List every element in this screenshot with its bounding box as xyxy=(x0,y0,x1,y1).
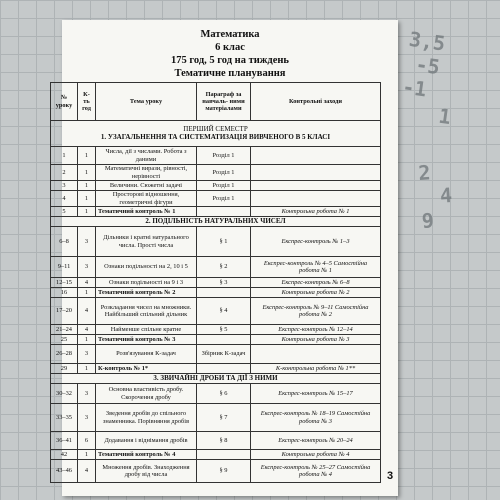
row-paragraph xyxy=(197,207,251,217)
row-number: 25 xyxy=(51,335,78,345)
hours-title: 175 год, 5 год на тиждень xyxy=(171,55,289,66)
row-number: 3 xyxy=(51,181,78,191)
row-hours: 3 xyxy=(78,404,96,432)
planning-table xyxy=(50,82,381,483)
row-paragraph: Розділ 1 xyxy=(197,191,251,207)
row-number: 2 xyxy=(51,165,78,181)
semester-label: ПЕРШИЙ СЕМЕСТР xyxy=(183,125,248,134)
row-number: 4 xyxy=(51,191,78,207)
row-control: Експрес-контроль № 20–24 xyxy=(251,432,381,450)
row-topic: Тематичний контроль № 1 xyxy=(96,207,197,217)
table-row xyxy=(51,227,381,257)
row-control: Експрес-контроль № 1–3 xyxy=(251,227,381,257)
row-topic: Тематичний контроль № 2 xyxy=(96,288,197,298)
row-number: 36–41 xyxy=(51,432,78,450)
plan-title: Тематичне планування xyxy=(174,68,286,79)
col-header-paragraph: Параграф за навчаль- ними матеріалами xyxy=(197,83,251,121)
row-paragraph: § 3 xyxy=(197,278,251,288)
row-control xyxy=(251,165,381,181)
row-topic: Математичні вирази, рівності, нерівності xyxy=(96,165,197,181)
row-number: 1 xyxy=(51,147,78,165)
row-topic: Множення дробів. Знаходження дробу від числа xyxy=(96,460,197,483)
row-number: 16 xyxy=(51,288,78,298)
row-number: 21–24 xyxy=(51,325,78,335)
col-header-count: К-ть год xyxy=(78,83,96,121)
row-hours: 1 xyxy=(78,165,96,181)
row-number: 43–46 xyxy=(51,460,78,483)
row-hours: 3 xyxy=(78,227,96,257)
row-number: 9–11 xyxy=(51,257,78,278)
row-control: Експрес-контроль № 25–27 Самостійна робота № 4 xyxy=(251,460,381,483)
row-hours: 1 xyxy=(78,450,96,460)
row-paragraph: § 2 xyxy=(197,257,251,278)
section-row xyxy=(51,121,381,147)
row-topic: Розкладання чисел на множники. Найбільший спільний дільник xyxy=(96,298,197,325)
row-control: Контрольна робота № 3 xyxy=(251,335,381,345)
section-label: 3. ЗВИЧАЙНІ ДРОБИ ТА ДІЇ З НИМИ xyxy=(153,373,278,382)
row-number: 42 xyxy=(51,450,78,460)
row-topic: Розв'язування К-задач xyxy=(96,345,197,364)
row-hours: 4 xyxy=(78,278,96,288)
section-label: 1. УЗАГАЛЬНЕННЯ ТА СИСТЕМАТИЗАЦІЯ ВИВЧЕНОГО В 5 КЛАСІ xyxy=(100,132,331,141)
row-control: Контрольна робота № 2 xyxy=(251,288,381,298)
row-topic: Просторові відношення, геометричні фігури xyxy=(96,191,197,207)
row-topic: Найменше спільне кратне xyxy=(96,325,197,335)
row-topic: Ознаки подільності на 9 і 3 xyxy=(96,278,197,288)
row-hours: 3 xyxy=(78,257,96,278)
row-paragraph: § 5 xyxy=(197,325,251,335)
row-paragraph: Розділ 1 xyxy=(197,181,251,191)
table-row xyxy=(51,207,381,217)
scribble-4: 1 xyxy=(437,103,453,130)
row-paragraph xyxy=(197,288,251,298)
row-hours: 4 xyxy=(78,325,96,335)
table-row xyxy=(51,404,381,432)
col-header-topic: Тема уроку xyxy=(96,83,197,121)
table-row xyxy=(51,384,381,404)
table-row xyxy=(51,450,381,460)
row-control: Експрес-контроль № 4–5 Самостійна робота № 1 xyxy=(251,257,381,278)
scribble-2: -5 xyxy=(414,52,442,80)
table-header-row xyxy=(51,83,381,121)
subject-title: Математика xyxy=(200,29,260,40)
row-number: 29 xyxy=(51,364,78,374)
row-control: Контрольна робота № 1 xyxy=(251,207,381,217)
table-row xyxy=(51,165,381,181)
row-hours: 1 xyxy=(78,335,96,345)
table-row xyxy=(51,345,381,364)
section-row xyxy=(51,217,381,227)
row-paragraph xyxy=(197,450,251,460)
table-row xyxy=(51,257,381,278)
row-topic: Тематичний контроль № 4 xyxy=(96,450,197,460)
row-control: Контрольна робота № 4 xyxy=(251,450,381,460)
scribble-6: 4 xyxy=(439,182,453,208)
row-hours: 1 xyxy=(78,364,96,374)
row-control: Експрес-контроль № 9–11 Самостійна робота № 2 xyxy=(251,298,381,325)
row-topic: Тематичний контроль № 3 xyxy=(96,335,197,345)
background-handwriting-2 xyxy=(418,159,455,233)
table-row xyxy=(51,278,381,288)
row-topic: Величини. Сюжетні задачі xyxy=(96,181,197,191)
row-paragraph: § 1 xyxy=(197,227,251,257)
col-header-num: № уроку xyxy=(51,83,78,121)
row-control: Експрес-контроль № 12–14 xyxy=(251,325,381,335)
row-control: Експрес-контроль № 15–17 xyxy=(251,384,381,404)
section-label: 2. ПОДІЛЬНІСТЬ НАТУРАЛЬНИХ ЧИСЕЛ xyxy=(145,216,286,225)
row-topic: К-контроль № 1* xyxy=(96,364,197,374)
row-number: 5 xyxy=(51,207,78,217)
row-paragraph: § 6 xyxy=(197,384,251,404)
section-row xyxy=(51,374,381,384)
table-row xyxy=(51,298,381,325)
grade-title: 6 клас xyxy=(215,42,245,53)
row-number: 30–32 xyxy=(51,384,78,404)
section-title xyxy=(51,217,381,227)
row-number: 17–20 xyxy=(51,298,78,325)
table-row xyxy=(51,460,381,483)
row-control xyxy=(251,147,381,165)
row-topic: Основна властивість дробу. Скорочення дробу xyxy=(96,384,197,404)
row-number: 26–28 xyxy=(51,345,78,364)
row-control: Експрес-контроль № 6–8 xyxy=(251,278,381,288)
row-paragraph: § 4 xyxy=(197,298,251,325)
row-number: 12–15 xyxy=(51,278,78,288)
table-row xyxy=(51,181,381,191)
row-hours: 4 xyxy=(78,460,96,483)
page-number: 3 xyxy=(386,470,394,482)
row-hours: 1 xyxy=(78,191,96,207)
row-hours: 1 xyxy=(78,288,96,298)
row-paragraph: § 8 xyxy=(197,432,251,450)
section-title xyxy=(51,374,381,384)
scribble-7: 9 xyxy=(420,208,435,234)
row-control xyxy=(251,191,381,207)
row-hours: 1 xyxy=(78,181,96,191)
row-hours: 1 xyxy=(78,147,96,165)
scribble-3: -1 xyxy=(400,74,429,102)
row-paragraph: Розділ 1 xyxy=(197,165,251,181)
row-topic: Дільники і кратні натурального числа. Прості числа xyxy=(96,227,197,257)
row-hours: 6 xyxy=(78,432,96,450)
row-topic: Числа, дії з числами. Робота з даними xyxy=(96,147,197,165)
scribble-1: 3,5 xyxy=(407,26,447,56)
row-number: 33–35 xyxy=(51,404,78,432)
table-row xyxy=(51,432,381,450)
row-control xyxy=(251,345,381,364)
scribble-5: 2 xyxy=(417,160,432,186)
table-row xyxy=(51,364,381,374)
table-row xyxy=(51,288,381,298)
row-paragraph xyxy=(197,364,251,374)
row-control: Експрес-контроль № 18–19 Самостійна робота № 3 xyxy=(251,404,381,432)
row-hours: 3 xyxy=(78,345,96,364)
row-paragraph: Збірник К-задач xyxy=(197,345,251,364)
row-paragraph: § 9 xyxy=(197,460,251,483)
table-row xyxy=(51,147,381,165)
row-control: К-контрольна робота № 1** xyxy=(251,364,381,374)
row-paragraph: Розділ 1 xyxy=(197,147,251,165)
row-topic: Ознаки подільності на 2, 10 і 5 xyxy=(96,257,197,278)
row-hours: 1 xyxy=(78,207,96,217)
col-header-control: Контрольні заходи xyxy=(251,83,381,121)
row-paragraph xyxy=(197,335,251,345)
row-number: 6–8 xyxy=(51,227,78,257)
page-heading xyxy=(62,20,398,80)
section-title xyxy=(51,121,381,147)
table-row xyxy=(51,191,381,207)
row-hours: 4 xyxy=(78,298,96,325)
row-topic: Зведення дробів до спільного знаменника. Порівняння дробів xyxy=(96,404,197,432)
row-control xyxy=(251,181,381,191)
table-row xyxy=(51,325,381,335)
row-paragraph: § 7 xyxy=(197,404,251,432)
table-row xyxy=(51,335,381,345)
row-topic: Додавання і віднімання дробів xyxy=(96,432,197,450)
row-hours: 3 xyxy=(78,384,96,404)
